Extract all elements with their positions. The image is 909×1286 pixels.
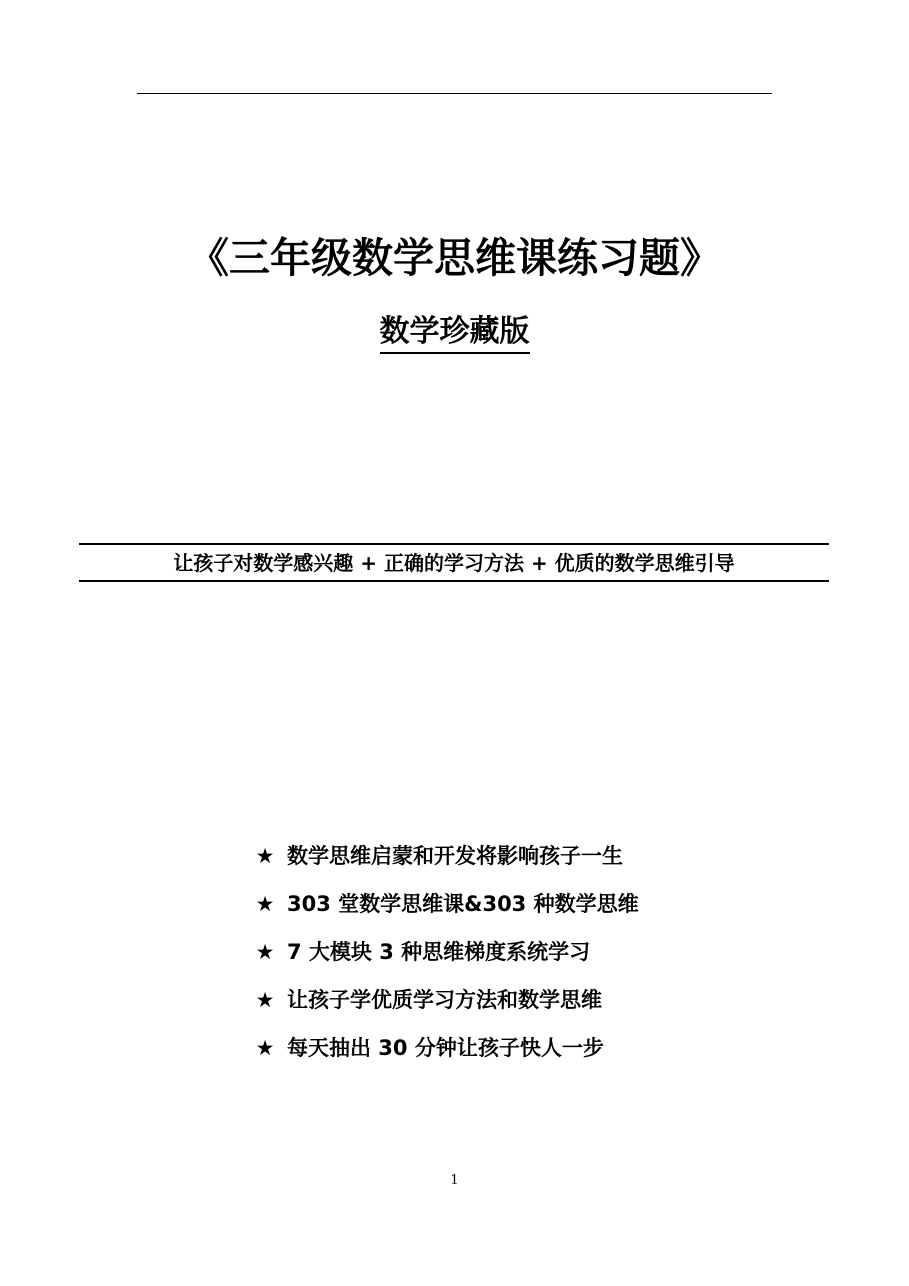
feature-item xyxy=(255,976,639,1024)
slogan-rule-bottom xyxy=(79,580,829,582)
star-icon: ★ xyxy=(255,1036,275,1060)
star-icon: ★ xyxy=(255,988,275,1012)
feature-text: 7 大模块 3 种思维梯度系统学习 xyxy=(287,940,591,964)
subtitle-container xyxy=(0,312,909,354)
document-title: 《三年级数学思维课练习题》 xyxy=(188,234,721,282)
slogan-text: 让孩子对数学感兴趣 + 正确的学习方法 + 优质的数学思维引导 xyxy=(173,551,735,575)
feature-text: 数学思维启蒙和开发将影响孩子一生 xyxy=(287,844,623,868)
page-number: 1 xyxy=(450,1173,459,1188)
star-icon: ★ xyxy=(255,940,275,964)
document-subtitle: 数学珍藏版 xyxy=(380,312,530,354)
slogan-rule-top xyxy=(79,543,829,545)
feature-text: 每天抽出 30 分钟让孩子快人一步 xyxy=(287,1036,604,1060)
feature-item xyxy=(255,880,639,928)
feature-text: 303 堂数学思维课&303 种数学思维 xyxy=(287,892,639,916)
feature-item xyxy=(255,832,639,880)
star-icon: ★ xyxy=(255,844,275,868)
feature-list xyxy=(255,832,639,1072)
feature-text: 让孩子学优质学习方法和数学思维 xyxy=(287,988,602,1012)
feature-item xyxy=(255,1024,639,1072)
feature-item xyxy=(255,928,639,976)
header-rule xyxy=(137,93,772,94)
star-icon: ★ xyxy=(255,892,275,916)
